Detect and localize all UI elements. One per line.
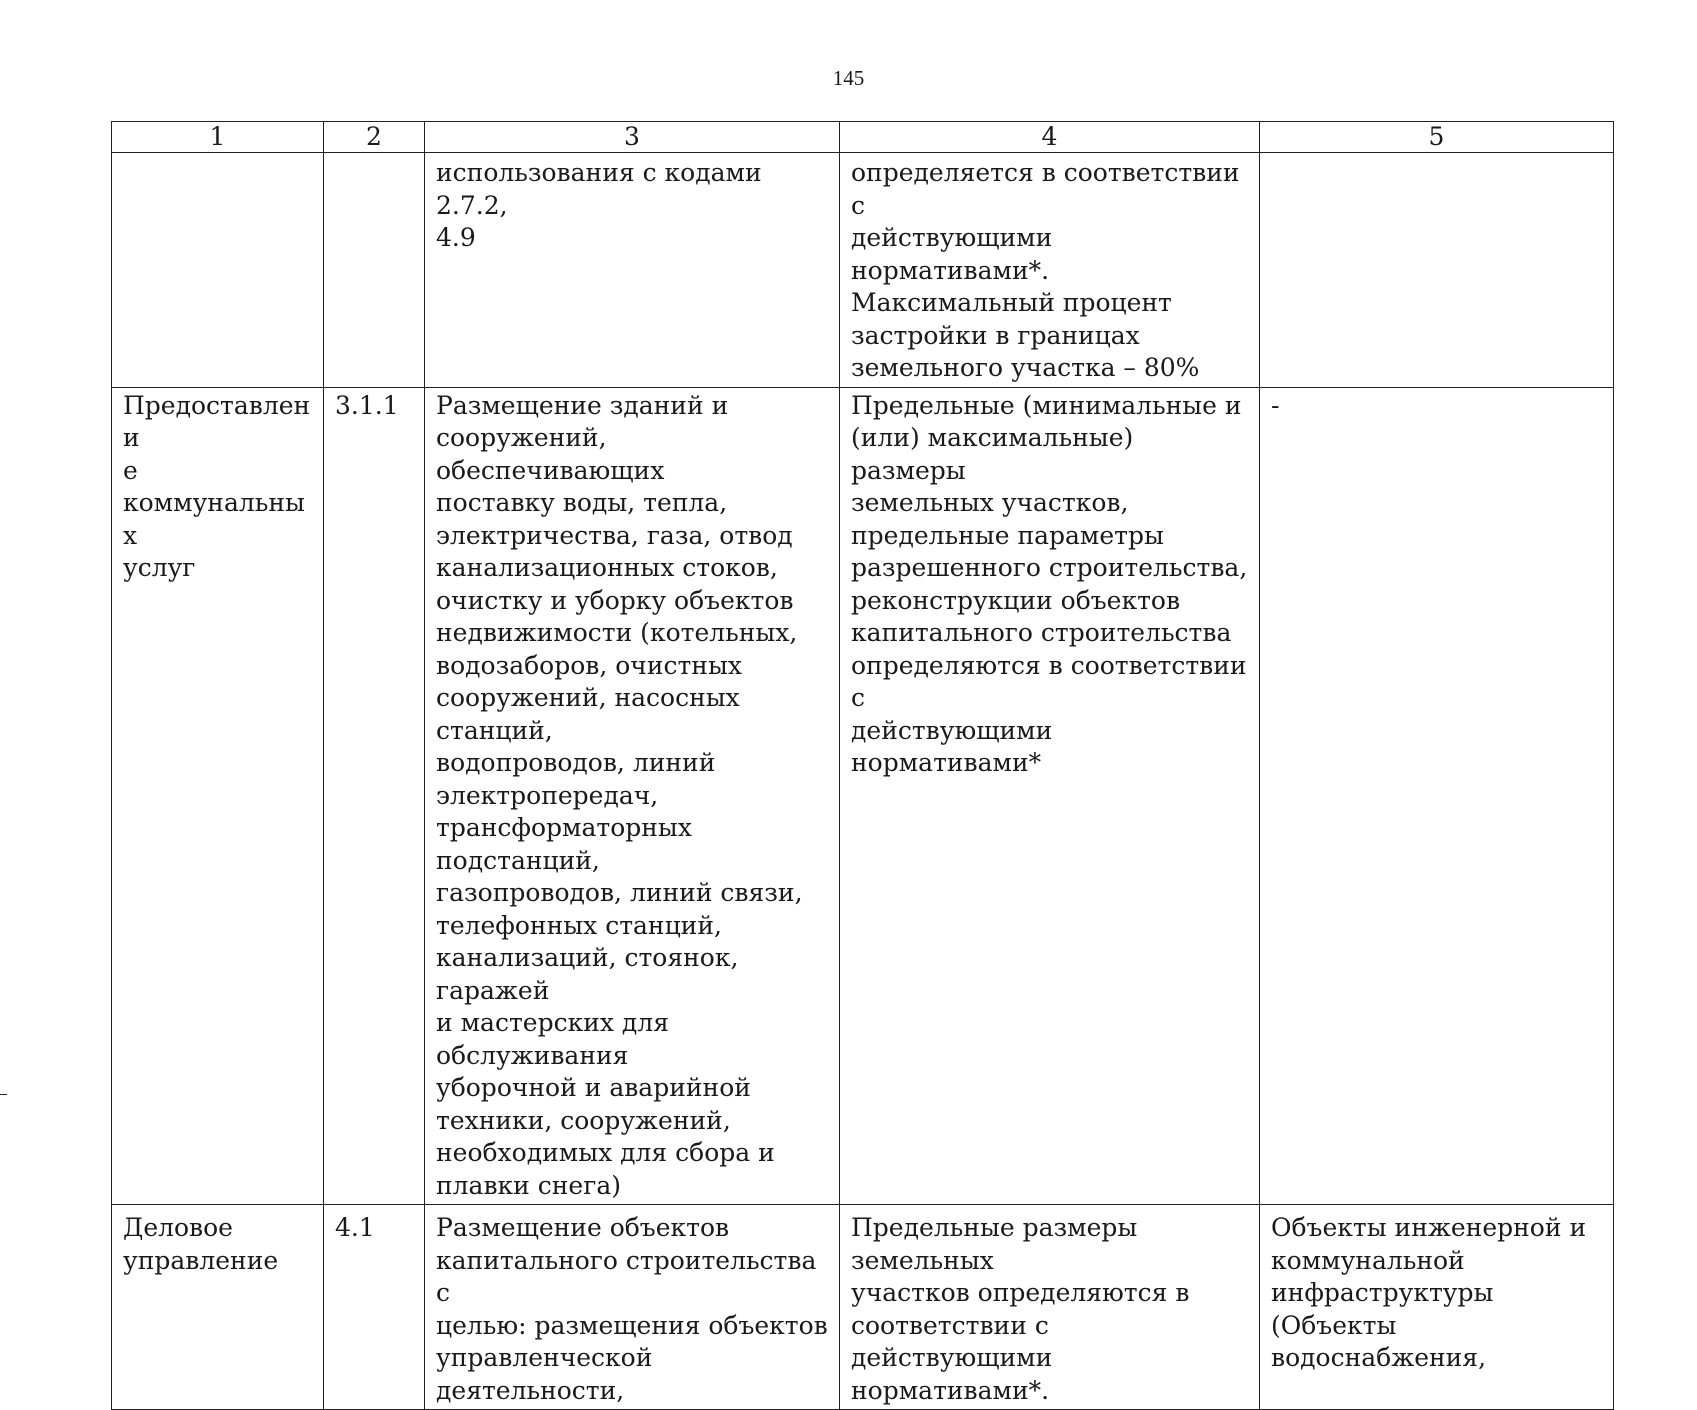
- use-type-cell: [112, 387, 324, 1205]
- table-header-row: [112, 122, 1614, 153]
- regulations-table: [111, 121, 1614, 1410]
- description-cell: [425, 1205, 840, 1410]
- description-text: использования с кодами 2.7.2, 4.9: [436, 158, 762, 252]
- page-number: 145: [832, 66, 865, 90]
- header-cell-3: 3: [425, 122, 840, 153]
- use-type-text: Деловое управление: [123, 1213, 279, 1275]
- use-type-text: Предоставлени е коммунальных услуг: [123, 390, 311, 582]
- related-objects-cell: [1260, 153, 1614, 388]
- header-cell-5: 5: [1260, 122, 1614, 153]
- table-row: [112, 1205, 1614, 1410]
- code-cell: [324, 1205, 425, 1410]
- related-objects-text: -: [1271, 390, 1280, 420]
- parameters-text: Предельные (минимальные и (или) максимальные) размеры земельных участков, предельные параметры разрешенного строительства, реконструкции объектов капитального строительства определяются в соответствии с действующими нормативами*: [851, 390, 1248, 777]
- parameters-text: определяется в соответствии с действующими нормативами*. Максимальный процент застройки в границах земельного участка – 80%: [851, 158, 1240, 382]
- code-text: 4.1: [335, 1213, 375, 1242]
- description-cell: [425, 387, 840, 1205]
- related-objects-cell: [1260, 1205, 1614, 1410]
- parameters-cell: [840, 153, 1260, 388]
- code-cell: [324, 387, 425, 1205]
- related-objects-text: Объекты инженерной и коммунальной инфраструктуры (Объекты водоснабжения,: [1271, 1213, 1587, 1372]
- description-text: Размещение объектов капитального строительства с целью: размещения объектов управленческой деятельности,: [436, 1213, 828, 1405]
- use-type-cell: [112, 1205, 324, 1410]
- parameters-text: Предельные размеры земельных участков определяются в соответствии с действующими нормативами*.: [851, 1213, 1190, 1405]
- header-cell-2: 2: [324, 122, 425, 153]
- use-type-cell: [112, 153, 324, 388]
- code-cell: [324, 153, 425, 388]
- parameters-cell: [840, 1205, 1260, 1410]
- header-cell-4: 4: [840, 122, 1260, 153]
- description-text: Размещение зданий и сооружений, обеспечивающих поставку воды, тепла, электричества, газа, отвод канализационных стоков, очистку и уборку объектов недвижимости (котельных, водозаборов, очистных сооружений, насосных станций, водопроводов, линий электропередач, трансформаторных подстанций, газопроводов, линий связи, телефонных станций, канализаций, стоянок, гаражей и мастерских для обслуживания уборочной и аварийной техники, сооружений, необходимых для сбора и плавки снега): [436, 390, 803, 1200]
- description-cell: [425, 153, 840, 388]
- parameters-cell: [840, 387, 1260, 1205]
- table-row: [112, 387, 1614, 1205]
- code-text: 3.1.1: [335, 390, 399, 420]
- margin-mark: [0, 1094, 7, 1095]
- header-cell-1: 1: [112, 122, 324, 153]
- table-row: [112, 153, 1614, 388]
- related-objects-cell: [1260, 387, 1614, 1205]
